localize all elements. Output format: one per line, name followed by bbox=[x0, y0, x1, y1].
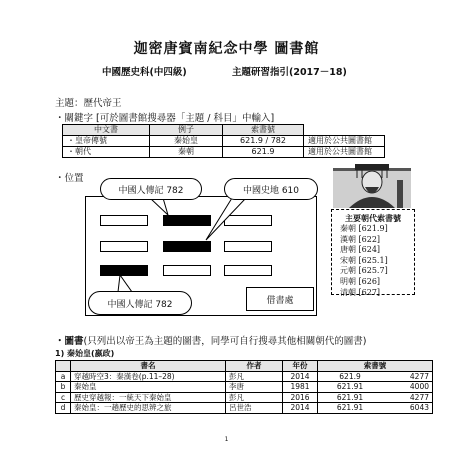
column-header bbox=[56, 361, 71, 372]
books-heading bbox=[55, 333, 366, 347]
column-header: 例子 bbox=[150, 125, 223, 136]
column-header: 年份 bbox=[283, 361, 318, 372]
table-cell: 秦始皇 bbox=[71, 382, 226, 393]
page-number: 1 bbox=[224, 436, 229, 443]
school-library-title: 迦密唐賓南紀念中學 圖書館 bbox=[133, 41, 320, 57]
pointer-top-left bbox=[150, 198, 168, 215]
table-cell: 621.91 bbox=[318, 382, 383, 393]
books-table bbox=[55, 360, 433, 414]
table-cell: 4277 bbox=[382, 392, 432, 403]
legend-item: 唐朝 [624] bbox=[340, 245, 381, 255]
legend-item: 漢朝 [622] bbox=[340, 234, 381, 244]
checkout-desk: 借書處 bbox=[246, 287, 314, 311]
books-subheading: 1) 秦始皇(嬴政) bbox=[55, 349, 115, 358]
callout-biography-bottom: 中國人傳記 782 bbox=[88, 291, 192, 315]
table-cell: 彭凡 bbox=[226, 392, 283, 403]
table-cell: 秦始皇 bbox=[150, 136, 223, 147]
table-cell: a bbox=[56, 371, 71, 382]
table-header-row bbox=[56, 361, 433, 372]
legend-item: 秦朝 [621.9] bbox=[340, 224, 388, 233]
topic-heading: 主題：歷代帝王 bbox=[55, 98, 122, 109]
table-cell: 621.91 bbox=[318, 403, 383, 414]
dynasty-call-number-legend bbox=[331, 209, 415, 295]
table-cell: 適用於公共圖書館 bbox=[304, 136, 385, 147]
legend-item: 清朝 [627] bbox=[340, 287, 381, 297]
pointer-top-right bbox=[206, 198, 246, 240]
table-cell: 穿越時空3：秦漢卷(p.11–28) bbox=[71, 371, 226, 382]
legend-item: 明朝 [626] bbox=[340, 276, 381, 286]
table-cell: 2014 bbox=[283, 371, 318, 382]
subject-label: 中國歷史科(中四級) bbox=[102, 67, 187, 78]
table-cell: 621.91 bbox=[318, 392, 383, 403]
table-row bbox=[56, 382, 433, 393]
legend-title: 主要朝代索書號 bbox=[345, 214, 401, 223]
callout-history-geography: 中國史地 610 bbox=[224, 178, 318, 200]
table-cell: 歷史穿越報：一統天下秦始皇 bbox=[71, 392, 226, 403]
table-cell: 621.9 bbox=[318, 371, 383, 382]
legend-item: 宋朝 [625.1] bbox=[340, 255, 388, 265]
table-cell: 秦始皇：一趟歷史的思辨之旅 bbox=[71, 403, 226, 414]
books-heading-note: (只列出以帝王為主題的圖書，同學可自行搜尋其他相關朝代的圖書) bbox=[83, 336, 367, 347]
emperor-illustration bbox=[331, 160, 413, 210]
table-cell: 呂世浩 bbox=[226, 403, 283, 414]
keywords-heading-label: ・關鍵字 bbox=[55, 113, 94, 124]
table-cell: 2016 bbox=[283, 392, 318, 403]
column-header: 索書號 bbox=[318, 361, 433, 372]
table-cell: 2014 bbox=[283, 403, 318, 414]
table-cell: 1981 bbox=[283, 382, 318, 393]
table-cell: d bbox=[56, 403, 71, 414]
legend-item: 元朝 [625.7] bbox=[340, 266, 388, 276]
keywords-heading-note: [可於圖書館搜尋器「主題 / 科目」中輸入] bbox=[96, 113, 275, 124]
callout-biography-top: 中國人傳記 782 bbox=[100, 178, 202, 200]
table-cell: c bbox=[56, 392, 71, 403]
pointer-bottom bbox=[118, 275, 132, 292]
table-cell: 621.9 bbox=[223, 147, 304, 158]
position-heading: ・位置 bbox=[55, 173, 84, 184]
table-cell: 彭凡 bbox=[226, 371, 283, 382]
table-cell: b bbox=[56, 382, 71, 393]
table-cell: 李唐 bbox=[226, 382, 283, 393]
table-cell: 秦朝 bbox=[150, 147, 223, 158]
table-cell: 適用於公共圖書館 bbox=[304, 147, 385, 158]
table-cell: ・朝代 bbox=[63, 147, 150, 158]
column-header: 書名 bbox=[71, 361, 226, 372]
table-cell: 4000 bbox=[382, 382, 432, 393]
column-header: 中文書 bbox=[63, 125, 150, 136]
table-cell: ・皇帝傳號 bbox=[63, 136, 150, 147]
column-header: 索書號 bbox=[223, 125, 304, 136]
table-cell: 4277 bbox=[382, 371, 432, 382]
table-row bbox=[56, 403, 433, 414]
table-row bbox=[56, 371, 433, 382]
guide-label: 主題研習指引(2017－18) bbox=[232, 67, 347, 78]
table-cell: 621.9 / 782 bbox=[223, 136, 304, 147]
table-cell: 6043 bbox=[382, 403, 432, 414]
table-row bbox=[56, 392, 433, 403]
books-heading-label: ・圖書 bbox=[55, 336, 84, 347]
column-header: 作者 bbox=[226, 361, 283, 372]
